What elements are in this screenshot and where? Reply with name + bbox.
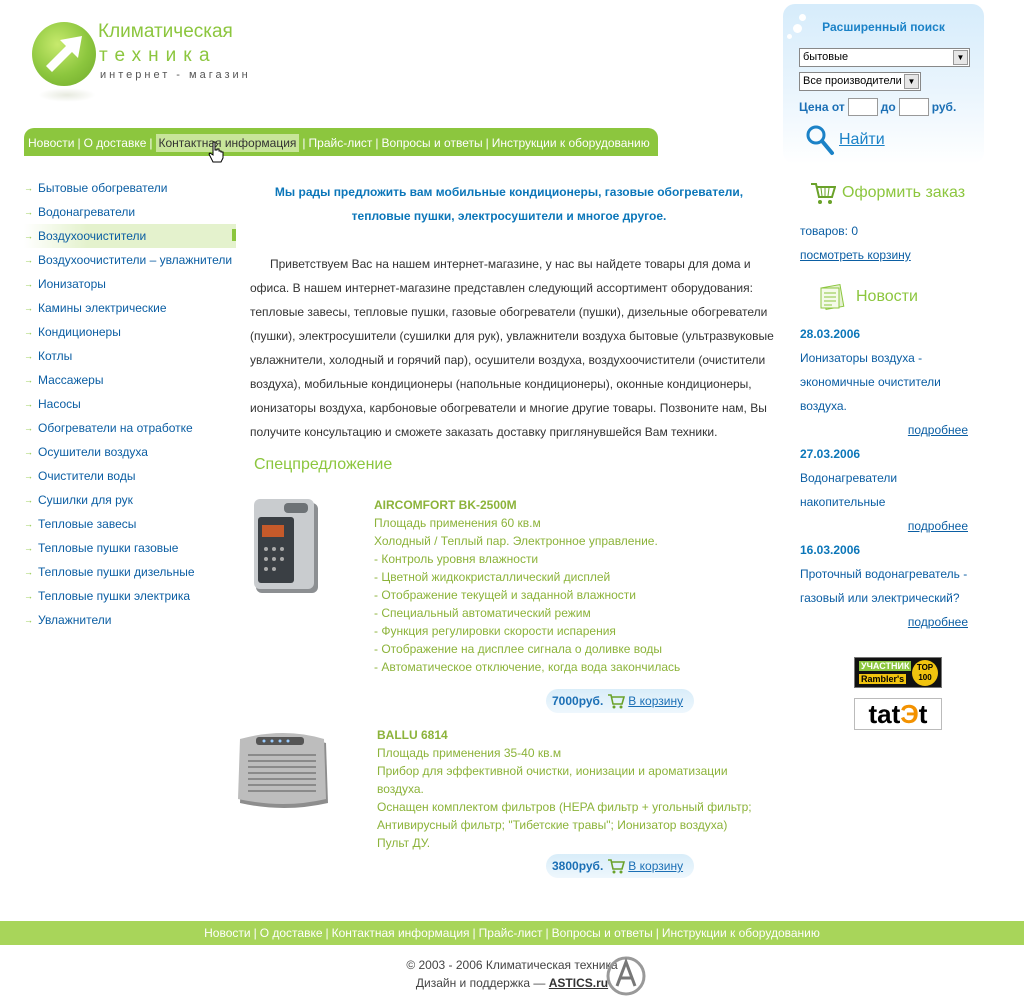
design-credit bbox=[0, 974, 1024, 992]
news-more-link[interactable]: подробнее bbox=[907, 519, 968, 533]
category-item-active[interactable] bbox=[24, 224, 236, 248]
tatet-text-e: Э bbox=[900, 699, 919, 729]
footer-separator: | bbox=[253, 926, 257, 940]
category-item[interactable] bbox=[24, 584, 236, 608]
logo-shadow bbox=[38, 88, 96, 102]
copyright-block bbox=[0, 956, 1024, 992]
category-item[interactable] bbox=[24, 344, 236, 368]
category-label: Ионизаторы bbox=[38, 277, 106, 291]
nav-faq[interactable]: Вопросы и ответы bbox=[381, 136, 483, 150]
order-heading[interactable] bbox=[810, 180, 965, 206]
footer-nav bbox=[0, 921, 1024, 945]
footer-link-pricelist[interactable]: Прайс-лист bbox=[478, 926, 543, 940]
cart-icon bbox=[607, 858, 625, 874]
footer-link-news[interactable]: Новости bbox=[204, 926, 251, 940]
manufacturer-select[interactable] bbox=[799, 72, 921, 91]
site-logo[interactable] bbox=[28, 18, 258, 108]
news-date: 16.03.2006 bbox=[800, 543, 861, 557]
category-label: Обогреватели на отработке bbox=[38, 421, 193, 435]
product-line: - Автоматическое отключение, когда вода закончилась bbox=[374, 660, 681, 674]
tatet-text-a: tat bbox=[868, 699, 901, 729]
news-text[interactable]: Ионизаторы воздуха - экономичные очистители воздуха. bbox=[800, 351, 941, 413]
rambler-top100-badge[interactable] bbox=[854, 657, 942, 688]
product-image-air-purifier[interactable] bbox=[236, 727, 332, 813]
shopping-cart-icon bbox=[810, 180, 836, 206]
news-text[interactable]: Водонагреватели накопительные bbox=[800, 471, 898, 509]
search-icon bbox=[805, 124, 835, 156]
logo-arrow-icon bbox=[32, 22, 96, 86]
logo-line2: техника bbox=[99, 45, 217, 66]
arrow-bullet-icon: → bbox=[24, 399, 33, 409]
arrow-bullet-icon: → bbox=[24, 255, 33, 265]
price-from-label: Цена от bbox=[799, 100, 845, 114]
astics-link[interactable]: ASTICS.ru bbox=[548, 976, 609, 990]
category-item[interactable] bbox=[24, 248, 236, 272]
news-date: 28.03.2006 bbox=[800, 327, 861, 341]
copyright-text: © 2003 - 2006 Климатическая техника bbox=[406, 958, 618, 972]
product-line: Оснащен комплектом фильтров (HEPA фильтр + угольный фильтр; Антивирусный фильтр; "Тибетские травы"; Ионизатор воздуха) bbox=[377, 800, 752, 832]
rambler-badge-number: TOP 100 bbox=[912, 660, 938, 686]
product-name[interactable]: BALLU 6814 bbox=[377, 728, 448, 742]
product-line: Холодный / Теплый пар. Электронное управление. bbox=[374, 534, 658, 548]
footer-link-faq[interactable]: Вопросы и ответы bbox=[551, 926, 653, 940]
footer-separator: | bbox=[472, 926, 476, 940]
category-item[interactable] bbox=[24, 416, 236, 440]
category-item[interactable] bbox=[24, 296, 236, 320]
add-to-cart-link[interactable]: В корзину bbox=[628, 694, 684, 708]
product-line: Площадь применения 60 кв.м bbox=[374, 516, 541, 530]
nav-delivery[interactable]: О доставке bbox=[83, 136, 147, 150]
category-item[interactable] bbox=[24, 440, 236, 464]
design-label: Дизайн и поддержка — bbox=[415, 976, 546, 990]
nav-separator: | bbox=[77, 136, 81, 150]
nav-news[interactable]: Новости bbox=[28, 136, 75, 150]
arrow-bullet-icon: → bbox=[24, 375, 33, 385]
hand-cursor-icon bbox=[208, 141, 224, 163]
arrow-bullet-icon: → bbox=[24, 447, 33, 457]
news-item bbox=[800, 538, 972, 634]
arrow-bullet-icon: → bbox=[24, 615, 33, 625]
product-price: 3800руб. bbox=[552, 859, 604, 873]
footer-separator: | bbox=[325, 926, 329, 940]
category-label: Насосы bbox=[38, 397, 81, 411]
nav-separator: | bbox=[485, 136, 489, 150]
find-link[interactable]: Найти bbox=[839, 131, 885, 148]
category-label: Тепловые завесы bbox=[38, 517, 137, 531]
cart-count: товаров: 0 bbox=[800, 224, 859, 238]
arrow-bullet-icon: → bbox=[24, 327, 33, 337]
product-line: - Функция регулировки скорости испарения bbox=[374, 624, 616, 638]
price-range bbox=[799, 98, 956, 116]
newspaper-icon bbox=[818, 284, 846, 310]
category-label: Осушители воздуха bbox=[38, 445, 148, 459]
top-nav bbox=[24, 128, 658, 156]
order-title: Оформить заказ bbox=[842, 184, 966, 201]
cart-icon bbox=[607, 693, 625, 709]
arrow-bullet-icon: → bbox=[24, 567, 33, 577]
arrow-bullet-icon: → bbox=[24, 231, 33, 241]
category-label: Тепловые пушки электрика bbox=[38, 589, 191, 603]
news-title: Новости bbox=[856, 288, 918, 305]
product-line: - Отображение на дисплее сигнала о доливке воды bbox=[374, 642, 663, 656]
news-more-link[interactable]: подробнее bbox=[907, 423, 968, 437]
advanced-search-panel bbox=[783, 4, 984, 164]
product-line: Пульт ДУ. bbox=[377, 836, 431, 850]
category-select[interactable] bbox=[799, 48, 970, 67]
category-label: Кондиционеры bbox=[38, 325, 121, 339]
category-label: Котлы bbox=[38, 349, 73, 363]
category-label: Массажеры bbox=[38, 373, 104, 387]
category-label: Водонагреватели bbox=[38, 205, 136, 219]
footer-link-contacts[interactable]: Контактная информация bbox=[331, 926, 470, 940]
arrow-bullet-icon: → bbox=[24, 303, 33, 313]
currency-label: руб. bbox=[931, 100, 957, 114]
footer-link-delivery[interactable]: О доставке bbox=[259, 926, 323, 940]
buy-box bbox=[546, 854, 694, 878]
logo-line1: Климатическая bbox=[98, 21, 233, 42]
category-label: Очистители воды bbox=[38, 469, 136, 483]
category-menu bbox=[24, 176, 236, 632]
product-price: 7000руб. bbox=[552, 694, 604, 708]
category-label: Воздухоочистители bbox=[38, 229, 147, 243]
chevron-down-icon: ▼ bbox=[904, 74, 919, 89]
tatet-badge[interactable] bbox=[854, 698, 942, 730]
nav-separator: | bbox=[149, 136, 153, 150]
news-heading bbox=[818, 284, 918, 310]
category-select-value: бытовые bbox=[803, 51, 849, 63]
category-item[interactable] bbox=[24, 488, 236, 512]
category-item[interactable] bbox=[24, 392, 236, 416]
arrow-bullet-icon: → bbox=[24, 495, 33, 505]
category-item[interactable] bbox=[24, 200, 236, 224]
nav-manuals[interactable]: Инструкции к оборудованию bbox=[491, 136, 650, 150]
arrow-bullet-icon: → bbox=[24, 183, 33, 193]
arrow-bullet-icon: → bbox=[24, 351, 33, 361]
news-date: 27.03.2006 bbox=[800, 447, 861, 461]
category-item[interactable] bbox=[24, 320, 236, 344]
arrow-bullet-icon: → bbox=[24, 207, 33, 217]
category-label: Камины электрические bbox=[38, 301, 167, 315]
news-item bbox=[800, 322, 972, 442]
product-line: Прибор для эффективной очистки, ионизации и ароматизации воздуха. bbox=[377, 764, 728, 796]
price-to-label: до bbox=[880, 100, 896, 114]
category-item[interactable] bbox=[24, 512, 236, 536]
category-item[interactable] bbox=[24, 536, 236, 560]
product-name[interactable]: AIRCOMFORT BK-2500M bbox=[374, 498, 517, 512]
rambler-badge-top: УЧАСТНИК bbox=[861, 661, 910, 671]
product-line: - Контроль уровня влажности bbox=[374, 552, 539, 566]
product-line: - Специальный автоматический режим bbox=[374, 606, 591, 620]
nav-contacts[interactable]: Контактная информация bbox=[156, 134, 300, 152]
category-label: Тепловые пушки газовые bbox=[38, 541, 179, 555]
product-card bbox=[377, 726, 777, 852]
price-from-input[interactable] bbox=[848, 98, 878, 116]
logo-tagline: интернет - магазин bbox=[100, 69, 251, 81]
find-button[interactable] bbox=[805, 124, 885, 156]
product-line: - Цветной жидкокристаллический дисплей bbox=[374, 570, 611, 584]
search-title: Расширенный поиск bbox=[822, 20, 945, 34]
arrow-bullet-icon: → bbox=[24, 423, 33, 433]
nav-separator: | bbox=[375, 136, 379, 150]
category-item[interactable] bbox=[24, 608, 236, 632]
category-label: Увлажнители bbox=[38, 613, 112, 627]
news-more-link[interactable]: подробнее bbox=[907, 615, 968, 629]
category-label: Тепловые пушки дизельные bbox=[38, 565, 195, 579]
special-offer-heading: Спецпредложение bbox=[254, 456, 393, 473]
arrow-bullet-icon: → bbox=[24, 519, 33, 529]
category-item[interactable] bbox=[24, 560, 236, 584]
price-to-input[interactable] bbox=[899, 98, 929, 116]
buy-box bbox=[546, 689, 694, 713]
astics-logo-icon[interactable] bbox=[606, 954, 646, 998]
intro-text: Мы рады предложить вам мобильные кондиционеры, газовые обогреватели, тепловые пушки, электросушители и многое другое. bbox=[274, 185, 744, 223]
tatet-text-b: t bbox=[918, 699, 928, 729]
category-item[interactable] bbox=[24, 272, 236, 296]
news-text[interactable]: Проточный водонагреватель - газовый или электрический? bbox=[800, 567, 968, 605]
add-to-cart-link[interactable]: В корзину bbox=[628, 859, 684, 873]
arrow-bullet-icon: → bbox=[24, 543, 33, 553]
product-line: Площадь применения 35-40 кв.м bbox=[377, 746, 562, 760]
product-line: - Отображение текущей и заданной влажности bbox=[374, 588, 636, 602]
arrow-bullet-icon: → bbox=[24, 471, 33, 481]
footer-link-manuals[interactable]: Инструкции к оборудованию bbox=[661, 926, 820, 940]
product-card bbox=[374, 496, 774, 676]
rambler-badge-name: Rambler's bbox=[861, 674, 905, 684]
welcome-paragraph: Приветствуем Вас на нашем интернет-магазине, у нас вы найдете товары для дома и офиса. В нашем интернет-магазине представлен следующий ассортимент оборудования: тепловые завесы, тепловые пушки, газовые обогреватели (пушки), дизельные обогреватели (пушки), электросушители (сушилки для рук), увлажнители воздуха бытовые (ультразвуковые увлажнители, холодный и горячий пар), осушители воздуха, воздухоочистители (очистители воздуха), мобильные кондиционеры (напольные кондиционеры), оконные кондиционеры, ионизаторы воздуха, карбоновые обогреватели и многие другие товары. Позвоните нам, Вы получите консультацию и сможете заказать доставку приглянувшейся Вам техники. bbox=[250, 257, 774, 439]
product-image-humidifier[interactable] bbox=[250, 497, 322, 595]
category-label: Бытовые обогреватели bbox=[38, 181, 168, 195]
category-label: Воздухоочистители – увлажнители bbox=[38, 253, 233, 267]
category-label: Сушилки для рук bbox=[38, 493, 133, 507]
welcome-text bbox=[250, 252, 774, 444]
manufacturer-select-value: Все производители bbox=[803, 75, 902, 87]
category-item[interactable] bbox=[24, 176, 236, 200]
footer-separator: | bbox=[655, 926, 659, 940]
nav-separator: | bbox=[302, 136, 306, 150]
arrow-bullet-icon: → bbox=[24, 591, 33, 601]
category-item[interactable] bbox=[24, 368, 236, 392]
nav-pricelist[interactable]: Прайс-лист bbox=[308, 136, 373, 150]
arrow-bullet-icon: → bbox=[24, 279, 33, 289]
footer-separator: | bbox=[545, 926, 549, 940]
news-item bbox=[800, 442, 972, 538]
chevron-down-icon: ▼ bbox=[953, 50, 968, 65]
category-item[interactable] bbox=[24, 464, 236, 488]
view-cart-link[interactable]: посмотреть корзину bbox=[800, 248, 911, 262]
